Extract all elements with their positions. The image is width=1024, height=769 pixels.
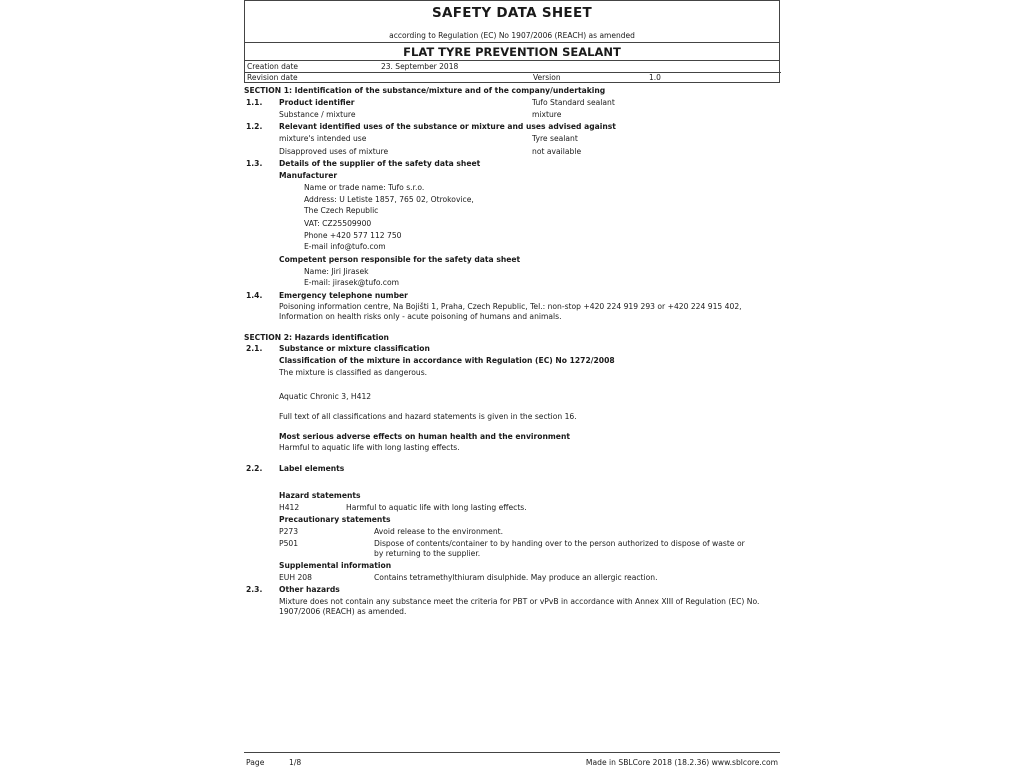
s11-value: Tufo Standard sealant	[532, 98, 615, 107]
manufacturer-label: Manufacturer	[279, 171, 338, 180]
manufacturer-name: Name or trade name: Tufo s.r.o.	[304, 183, 425, 192]
adverse-effects-text: Harmful to aquatic life with long lasting effects.	[279, 443, 460, 452]
s21-number: 2.1.	[246, 344, 263, 353]
section2-title: SECTION 2: Hazards identification	[244, 333, 389, 342]
p501-text: Dispose of contents/container to by handing over to the person authorized to dispose of waste or by returning to the supplier.	[374, 539, 745, 558]
manufacturer-phone: Phone +420 577 112 750	[304, 231, 402, 240]
page-footer	[244, 752, 780, 769]
s22-title: Label elements	[279, 464, 345, 473]
classification-title: Classification of the mixture in accordance with Regulation (EC) No 1272/2008	[279, 356, 615, 365]
full-text-note: Full text of all classifications and hazard statements is given in the section 16.	[279, 412, 577, 421]
classification-text: The mixture is classified as dangerous.	[279, 368, 428, 377]
s11-title: Product identifier	[279, 98, 355, 107]
manufacturer-email: E-mail info@tufo.com	[304, 242, 386, 251]
s11-number: 1.1.	[246, 98, 263, 107]
s12-number: 1.2.	[246, 122, 263, 131]
manufacturer-vat: VAT: CZ25509900	[304, 219, 372, 228]
meta-table	[244, 60, 780, 83]
version-value: 1.0	[649, 73, 661, 82]
substance-label: Substance / mixture	[279, 110, 356, 119]
disapproved-use-value: not available	[532, 147, 582, 156]
s23-title: Other hazards	[279, 585, 340, 594]
page-number: 1/8	[289, 758, 302, 767]
creation-value: 23. September 2018	[381, 62, 459, 71]
aquatic-classification: Aquatic Chronic 3, H412	[279, 392, 372, 401]
precautionary-statements-title: Precautionary statements	[279, 515, 391, 524]
s23-number: 2.3.	[246, 585, 263, 594]
other-hazards-text: Mixture does not contain any substance meet the criteria for PBT or vPvB in accordance with Annex XIII of Regulation (EC) No. 1907/2006 (REACH) as amended.	[279, 597, 760, 616]
intended-use-value: Tyre sealant	[532, 134, 578, 143]
adverse-effects-title: Most serious adverse effects on human health and the environment	[279, 432, 570, 441]
s14-number: 1.4.	[246, 291, 263, 300]
product-name: FLAT TYRE PREVENTION SEALANT	[244, 42, 780, 60]
supplemental-information-title: Supplemental information	[279, 561, 392, 570]
h412-code: H412	[279, 503, 300, 512]
emergency-text: Poisoning information centre, Na Bojišti 1, Praha, Czech Republic, Tel.: non-stop +420 224 919 293 or +420 224 915 402, Information on health risks only - acute poisoning of humans and animals.	[279, 302, 742, 321]
competent-person-email: E-mail: jirasek@tufo.com	[304, 278, 400, 287]
euh208-code: EUH 208	[279, 573, 312, 582]
h412-text: Harmful to aquatic life with long lasting effects.	[346, 503, 527, 512]
p501-code: P501	[279, 539, 299, 548]
disapproved-use-label: Disapproved uses of mixture	[279, 147, 389, 156]
s14-title: Emergency telephone number	[279, 291, 408, 300]
s13-number: 1.3.	[246, 159, 263, 168]
sds-page	[244, 0, 782, 768]
intended-use-label: mixture's intended use	[279, 134, 367, 143]
s21-title: Substance or mixture classification	[279, 344, 430, 353]
made-in-credit: Made in SBLCore 2018 (18.2.36) www.sblcore.com	[585, 758, 778, 767]
s22-number: 2.2.	[246, 464, 263, 473]
manufacturer-country: The Czech Republic	[304, 206, 379, 215]
p273-code: P273	[279, 527, 299, 536]
manufacturer-address: Address: U Letiste 1857, 765 02, Otrokovice,	[304, 195, 474, 204]
euh208-text: Contains tetramethylthiuram disulphide. May produce an allergic reaction.	[374, 573, 658, 582]
revision-label: Revision date	[247, 73, 298, 82]
s12-title: Relevant identified uses of the substance or mixture and uses advised against	[279, 122, 616, 131]
page-label: Page	[246, 758, 265, 767]
revision-row	[245, 72, 781, 83]
hazard-statements-title: Hazard statements	[279, 491, 361, 500]
substance-value: mixture	[532, 110, 562, 119]
document-title: SAFETY DATA SHEET	[244, 0, 780, 30]
creation-label: Creation date	[247, 62, 299, 71]
competent-person-label: Competent person responsible for the safety data sheet	[279, 255, 521, 264]
version-label: Version	[533, 73, 561, 82]
competent-person-name: Name: Jiri Jirasek	[304, 267, 369, 276]
s13-title: Details of the supplier of the safety data sheet	[279, 159, 481, 168]
p273-text: Avoid release to the environment.	[374, 527, 504, 536]
regulation-line: according to Regulation (EC) No 1907/2006 (REACH) as amended	[244, 30, 780, 42]
section1-title: SECTION 1: Identification of the substance/mixture and of the company/undertaking	[244, 86, 606, 95]
